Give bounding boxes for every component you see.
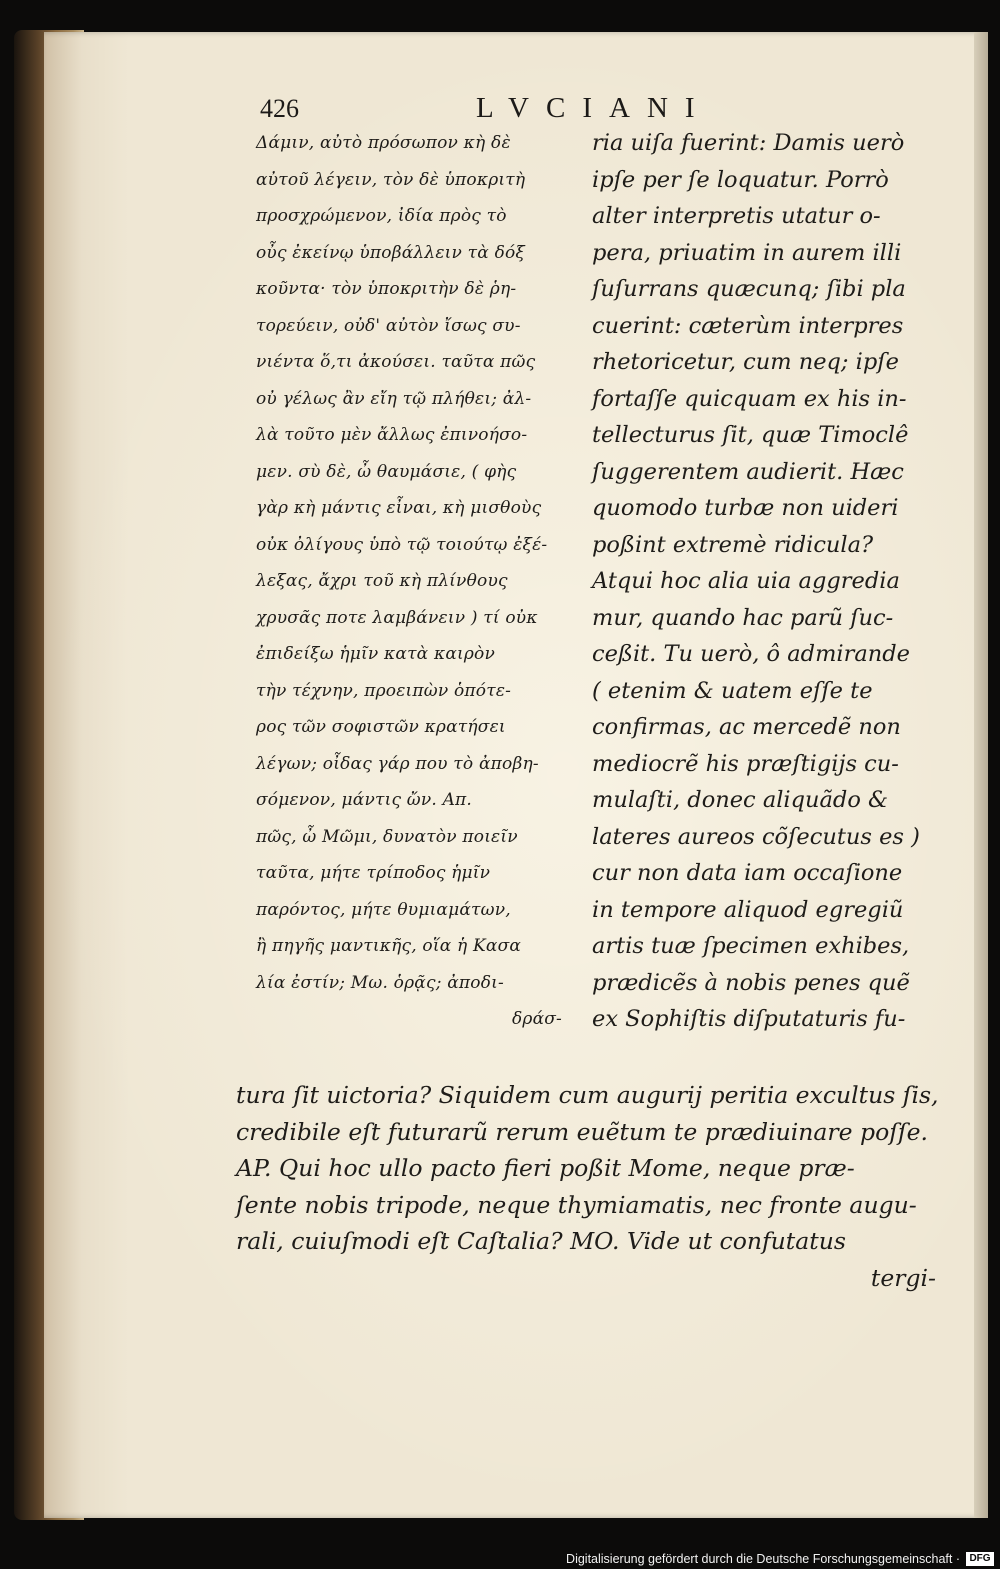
greek-text-line: νιέντα ὅ,τι ἀκούσει. ταῦτα πῶς bbox=[256, 352, 536, 372]
latin-text-line: in tempore aliquod egregiũ bbox=[592, 896, 904, 923]
greek-text-line: πῶς, ὦ Μῶμι, δυνατὸν ποιεῖν bbox=[256, 826, 518, 847]
greek-text-line: ταῦτα, μήτε τρίποδος ἡμῖν bbox=[256, 863, 491, 883]
latin-text-column bbox=[592, 125, 942, 1038]
latin-text-line: cur non data iam occaſione bbox=[592, 860, 903, 886]
latin-text-line: cuerint: cæterùm interpres bbox=[592, 312, 904, 339]
latin-text-line: artis tuæ ſpecimen exhibes, bbox=[592, 933, 910, 959]
full-width-text-line: rali, cuiuſmodi eſt Caſtalia? MO. Vide ut confutatus bbox=[236, 1227, 846, 1255]
greek-text-line: λέγων; οἶδας γάρ που τὸ ἀποβη- bbox=[256, 753, 539, 774]
greek-text-line: μεν. σὺ δὲ, ὦ θαυμάσιε, ( φὴς bbox=[256, 461, 517, 482]
greek-text-line: παρόντος, μήτε θυμιαμάτων, bbox=[256, 899, 511, 920]
footer-bar bbox=[0, 1543, 1000, 1569]
latin-text-line: confirmas, ac mercedẽ non bbox=[592, 714, 901, 740]
latin-text-line: tellecturus ſit, quæ Timoclê bbox=[592, 422, 909, 448]
latin-text-line: rhetoricetur, cum neq; ipſe bbox=[592, 349, 899, 375]
full-width-text-line: AP. Qui hoc ullo pacto fieri poßit Mome, neque præ- bbox=[236, 1154, 855, 1182]
latin-text-line: poßint extremè ridicula? bbox=[592, 531, 874, 558]
greek-text-line: λεξας, ἄχρι τοῦ κὴ πλίνθους bbox=[256, 571, 508, 591]
full-width-latin-text bbox=[236, 1077, 956, 1296]
latin-text-line: mulaſti, donec aliquãdo & bbox=[592, 787, 889, 813]
latin-text-line: pera, priuatim in aurem illi bbox=[592, 239, 902, 266]
latin-text-line: ex Sophiſtis diſputaturis fu- bbox=[592, 1006, 906, 1032]
full-width-text-line: credibile eſt futurarũ rerum euẽtum te prædiuinare poſſe. bbox=[236, 1117, 928, 1146]
greek-text-column bbox=[256, 125, 602, 1038]
greek-text-line: τορεύειν, οὐδ' αὐτὸν ἴσως συ- bbox=[256, 315, 521, 336]
latin-text-line: quomodo turbæ non uideri bbox=[592, 495, 899, 521]
funding-credit: Digitalisierung gefördert durch die Deutsche Forschungsgemeinschaft · bbox=[566, 1552, 960, 1566]
latin-text-line: ipſe per ſe loquatur. Porrò bbox=[592, 166, 889, 193]
latin-text-line: mur, quando hac parũ ſuc- bbox=[592, 604, 894, 631]
latin-text-line: ſuggerentem audierit. Hæc bbox=[592, 458, 904, 485]
latin-text-line: prædicẽs à nobis penes quẽ bbox=[592, 969, 910, 996]
greek-text-line: ἢ πηγῆς μαντικῆς, οἵα ἡ Κασα bbox=[256, 936, 522, 956]
greek-text-line: Δάμιν, αὐτὸ πρόσωπον κὴ δὲ bbox=[256, 133, 511, 153]
dfg-logo: DFG bbox=[966, 1552, 994, 1566]
latin-text-line: ſuſurrans quæcunq; ſibi pla bbox=[592, 276, 906, 302]
greek-text-line: ρος τῶν σοφιστῶν κρατήσει bbox=[256, 717, 506, 737]
greek-text-line: οὖς ἐκείνῳ ὑποβάλλειν τὰ δόξ bbox=[256, 242, 526, 263]
greek-text-line: οὐκ ὀλίγους ὑπὸ τῷ τοιούτῳ ἐξέ- bbox=[256, 534, 548, 555]
greek-text-line: προσχρώμενον, ἰδία πρὸς τὸ bbox=[256, 206, 507, 226]
greek-text-line: γὰρ κὴ μάντις εἶναι, κὴ μισθοὺς bbox=[256, 498, 542, 518]
greek-text-line: δράσ- bbox=[511, 1009, 562, 1029]
running-title: LVCIANI bbox=[476, 92, 712, 124]
greek-text-line: κοῦντα· τὸν ὑποκριτὴν δὲ ῥη- bbox=[256, 279, 517, 299]
full-width-text-line: tergi- bbox=[870, 1263, 936, 1292]
greek-text-line: οὐ γέλως ἂν εἴη τῷ πλήθει; ἀλ- bbox=[256, 388, 532, 409]
latin-text-line: fortaſſe quicquam ex his in- bbox=[592, 385, 907, 412]
page-edge-shadow bbox=[974, 32, 988, 1518]
latin-text-line: ceßit. Tu uerò, ô admirande bbox=[592, 641, 910, 667]
latin-text-line: mediocrẽ his præſtigijs cu- bbox=[592, 750, 899, 777]
greek-text-line: χρυσᾶς ποτε λαμβάνειν ) τί οὐκ bbox=[256, 607, 538, 628]
latin-text-line: Atqui hoc alia uia aggredia bbox=[592, 568, 900, 594]
greek-text-line: τὴν τέχνην, προειπὼν ὁπότε- bbox=[256, 680, 512, 701]
greek-text-line: σόμενον, μάντις ὤν. Απ. bbox=[256, 790, 473, 810]
latin-text-line: alter interpretis utatur o- bbox=[592, 203, 881, 229]
greek-text-line: αὐτοῦ λέγειν, τὸν δὲ ὑποκριτὴ bbox=[256, 169, 526, 190]
latin-text-line: lateres aureos cõſecutus es ) bbox=[592, 823, 920, 850]
greek-text-line: λία ἐστίν; Μω. ὁρᾷς; ἀποδι- bbox=[256, 972, 504, 993]
latin-text-line: ria uiſa fuerint: Damis uerò bbox=[592, 130, 905, 156]
full-width-text-line: tura ſit uictoria? Siquidem cum augurij peritia excultus ſis, bbox=[236, 1081, 939, 1109]
page-number: 426 bbox=[260, 94, 299, 123]
latin-text-line: ( etenim & uatem eſſe te bbox=[592, 677, 873, 704]
full-width-text-line: ſente nobis tripode, neque thymiamatis, nec fronte augu- bbox=[236, 1190, 917, 1219]
greek-text-line: ἐπιδείξω ἡμῖν κατὰ καιρὸν bbox=[256, 644, 496, 664]
greek-text-line: λὰ τοῦτο μὲν ἄλλως ἐπινοήσο- bbox=[256, 425, 528, 445]
